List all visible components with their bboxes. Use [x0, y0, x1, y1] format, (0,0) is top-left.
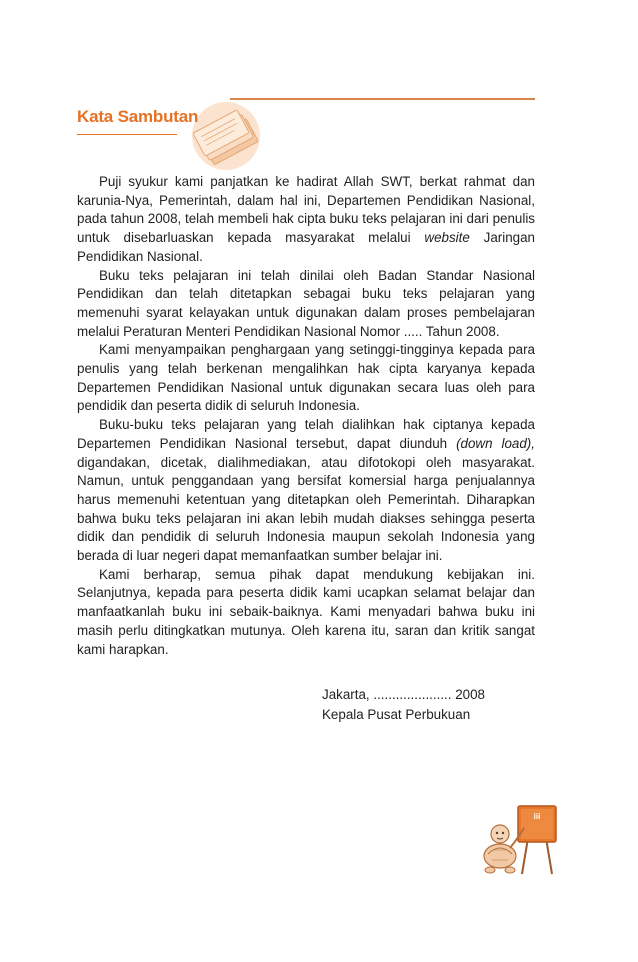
paragraph-3: Kami menyampaikan penghargaan yang setinggi-tingginya kepada para penulis yang telah berkenan mengalihkan hak cipta karyanya kepada Departemen Pendidikan Nasional untuk digunakan secara luas oleh para pendidik dan peserta didik di seluruh Indonesia. [77, 342, 535, 414]
paragraph-5: Kami berharap, semua pihak dapat mendukung kebijakan ini. Selanjutnya, kepada para peserta didik kami ucapkan selamat belajar dan manfaatkanlah buku ini sebaik-baiknya. Kami menyadari bahwa buku ini masih perlu ditingkatkan mutunya. Oleh karena itu, saran dan kritik sangat kami harapkan. [77, 566, 535, 657]
signature-block [322, 685, 485, 724]
paragraph-1 [77, 173, 535, 267]
foreword-body [77, 173, 535, 659]
paragraph-4 [77, 416, 535, 566]
paragraph-1-text-end: Jaringan Pendidikan Nasional. [77, 230, 535, 264]
paragraph-4-text: Buku-buku teks pelajaran yang telah dialihkan hak ciptanya kepada Departemen Pendidikan Nasional tersebut, dapat diunduh [77, 417, 535, 451]
turtle-teacher-board-icon [480, 798, 558, 880]
signature-place-date: Jakarta, ..................... 2008 [322, 687, 485, 702]
header-rule [230, 98, 535, 100]
paragraph-2: Buku teks pelajaran ini telah dinilai oleh Badan Standar Nasional Pendidikan dan telah ditetapkan sebagai buku teks pelajaran yang memenuhi syarat kelayakan untuk digunakan dalam proses pembelajaran melalui Peraturan Menteri Pendidikan Nasional Nomor ..... Tahun 2008. [77, 267, 535, 339]
paragraph-1-emphasis: website [424, 230, 470, 246]
signature-office: Kepala Pusat Perbukuan [322, 706, 471, 722]
paragraph-1-text: Puji syukur kami panjatkan ke hadirat Allah SWT, berkat rahmat dan karunia-Nya, Pemerintah, dalam hal ini, Departemen Pendidikan Nasional, pada tahun 2008, telah membeli hak cipta buku teks pelajaran ini dari penulis untuk disebarluaskan kepada masyarakat melalui [77, 174, 535, 246]
page-title: Kata Sambutan [77, 107, 199, 126]
paragraph-4-emphasis: (down load), [456, 435, 535, 451]
page-number: iii [533, 812, 541, 821]
paragraph-4-text-end: digandakan, dicetak, dialihmediakan, atau difotokopi oleh masyarakat. Namun, untuk penggandaan yang bersifat komersial harga penjualannya harus memenuhi ketentuan yang ditetapkan oleh Pemerintah. Diharapkan bahwa buku teks pelajaran ini akan lebih mudah diakses sehingga peserta didik dan pendidik di seluruh Indonesia maupun sekolah Indonesia yang berada di luar negeri dapat memanfaatkan sumber belajar ini. [77, 454, 535, 564]
title-underline [77, 134, 177, 135]
